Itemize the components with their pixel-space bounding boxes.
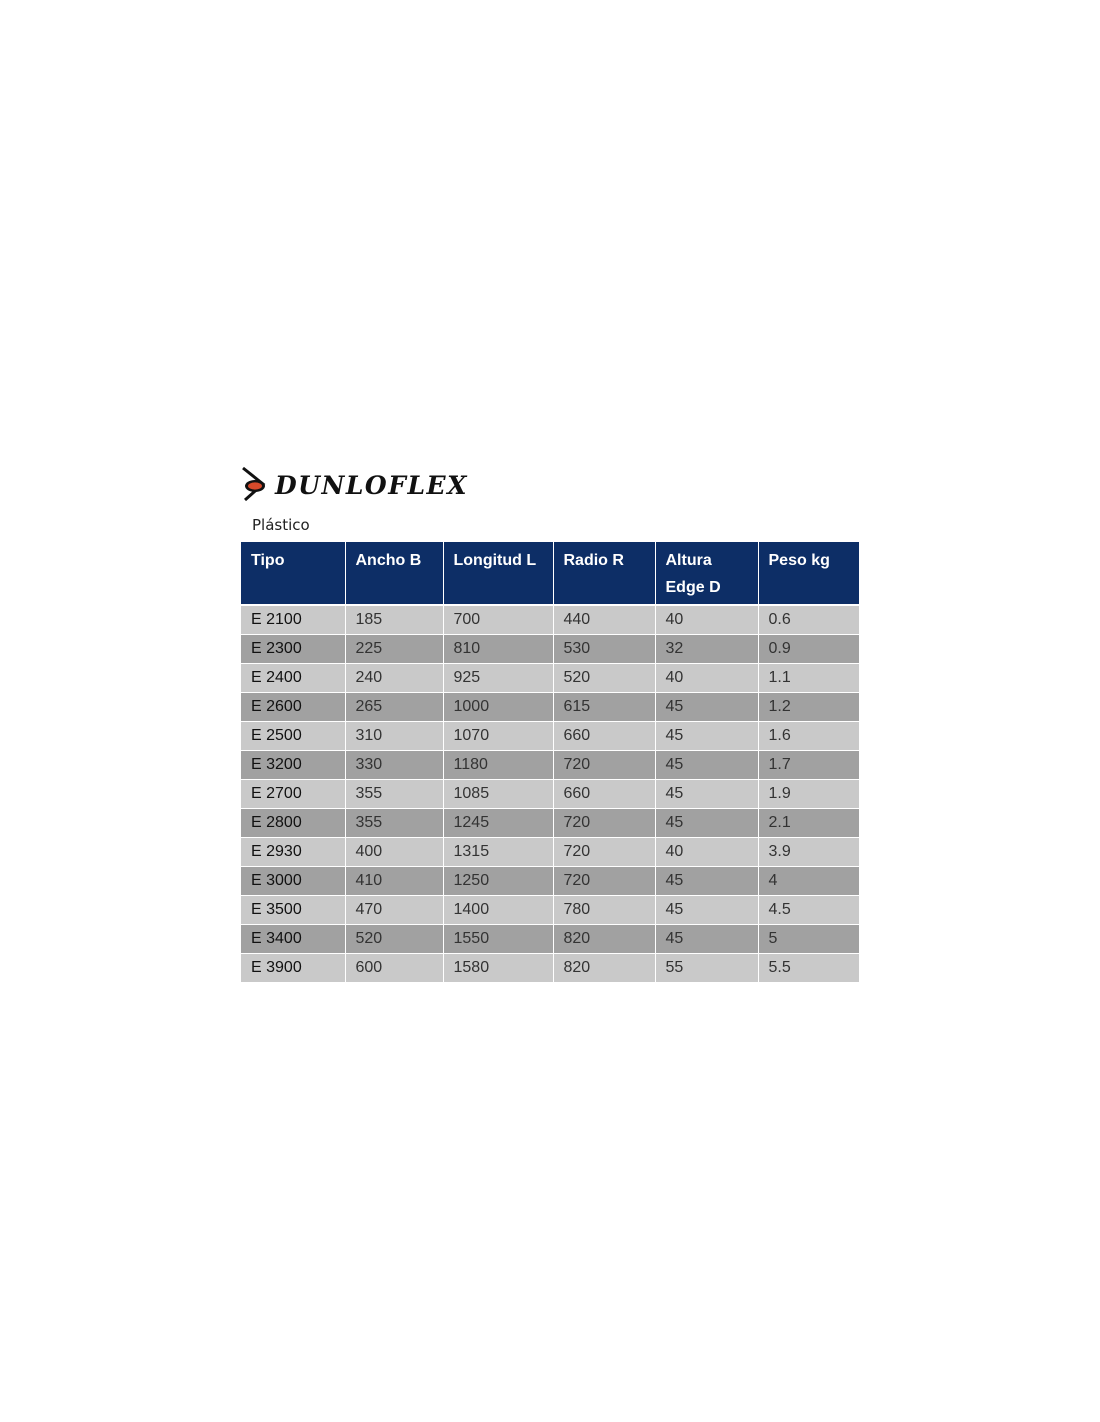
peso-cell: 4 [758,867,859,896]
radio-cell: 660 [553,722,655,751]
ancho-cell: 520 [345,925,443,954]
radio-cell: 520 [553,664,655,693]
ancho-cell: 310 [345,722,443,751]
table-row [241,809,859,838]
ancho-cell: 355 [345,780,443,809]
tipo-cell: E 2100 [241,605,345,635]
table-row [241,664,859,693]
peso-cell: 2.1 [758,809,859,838]
tipo-cell: E 3000 [241,867,345,896]
peso-cell: 1.7 [758,751,859,780]
peso-cell: 0.6 [758,605,859,635]
header-longitud: Longitud L [443,542,553,605]
ancho-cell: 240 [345,664,443,693]
tipo-cell: E 3500 [241,896,345,925]
tipo-cell: E 2800 [241,809,345,838]
altura-cell: 40 [655,605,758,635]
table-row [241,954,859,983]
table-row [241,605,859,635]
altura-cell: 45 [655,751,758,780]
altura-cell: 45 [655,896,758,925]
table-row [241,780,859,809]
altura-cell: 32 [655,635,758,664]
table-row [241,925,859,954]
table-row [241,896,859,925]
table-row [241,693,859,722]
longitud-cell: 1250 [443,867,553,896]
tipo-cell: E 3400 [241,925,345,954]
peso-cell: 1.6 [758,722,859,751]
tipo-cell: E 2700 [241,780,345,809]
header-peso: Peso kg [758,542,859,605]
dunloflex-logo [241,464,503,504]
table-row [241,867,859,896]
radio-cell: 440 [553,605,655,635]
radio-cell: 720 [553,751,655,780]
dunloflex-logo-graphic [241,464,503,504]
header-tipo: Tipo [241,542,345,605]
ancho-cell: 185 [345,605,443,635]
tipo-cell: E 2600 [241,693,345,722]
peso-cell: 4.5 [758,896,859,925]
longitud-cell: 925 [443,664,553,693]
header-radio: Radio R [553,542,655,605]
peso-cell: 1.1 [758,664,859,693]
ancho-cell: 400 [345,838,443,867]
longitud-cell: 1085 [443,780,553,809]
radio-cell: 530 [553,635,655,664]
ancho-cell: 470 [345,896,443,925]
altura-cell: 45 [655,722,758,751]
altura-cell: 45 [655,925,758,954]
table-row [241,751,859,780]
tipo-cell: E 2300 [241,635,345,664]
longitud-cell: 810 [443,635,553,664]
table-body [241,605,859,982]
altura-cell: 40 [655,664,758,693]
radio-cell: 820 [553,954,655,983]
radio-cell: 660 [553,780,655,809]
longitud-cell: 700 [443,605,553,635]
header-ancho: Ancho B [345,542,443,605]
peso-cell: 5 [758,925,859,954]
header-altura-line: Edge D [665,579,721,596]
section-title: Plástico [252,516,310,534]
ancho-cell: 225 [345,635,443,664]
peso-cell: 1.9 [758,780,859,809]
longitud-cell: 1550 [443,925,553,954]
ancho-cell: 265 [345,693,443,722]
tipo-cell: E 3200 [241,751,345,780]
tipo-cell: E 2500 [241,722,345,751]
longitud-cell: 1315 [443,838,553,867]
altura-cell: 55 [655,954,758,983]
specs-table [241,542,859,982]
radio-cell: 720 [553,867,655,896]
header-altura-line: Altura [665,552,712,569]
longitud-cell: 1245 [443,809,553,838]
ancho-cell: 355 [345,809,443,838]
longitud-cell: 1070 [443,722,553,751]
altura-cell: 45 [655,867,758,896]
brand-name: DUNLOFLEX [275,471,468,500]
longitud-cell: 1180 [443,751,553,780]
radio-cell: 615 [553,693,655,722]
radio-cell: 720 [553,838,655,867]
table-header-row [241,542,859,605]
table-row [241,838,859,867]
radio-cell: 820 [553,925,655,954]
tipo-cell: E 2400 [241,664,345,693]
table-row [241,722,859,751]
header-altura [655,542,758,605]
altura-cell: 45 [655,780,758,809]
altura-cell: 45 [655,693,758,722]
peso-cell: 5.5 [758,954,859,983]
ancho-cell: 330 [345,751,443,780]
peso-cell: 0.9 [758,635,859,664]
altura-cell: 45 [655,809,758,838]
tipo-cell: E 2930 [241,838,345,867]
radio-cell: 720 [553,809,655,838]
tipo-cell: E 3900 [241,954,345,983]
altura-cell: 40 [655,838,758,867]
table-row [241,635,859,664]
peso-cell: 1.2 [758,693,859,722]
radio-cell: 780 [553,896,655,925]
longitud-cell: 1400 [443,896,553,925]
ancho-cell: 410 [345,867,443,896]
longitud-cell: 1580 [443,954,553,983]
ancho-cell: 600 [345,954,443,983]
longitud-cell: 1000 [443,693,553,722]
peso-cell: 3.9 [758,838,859,867]
